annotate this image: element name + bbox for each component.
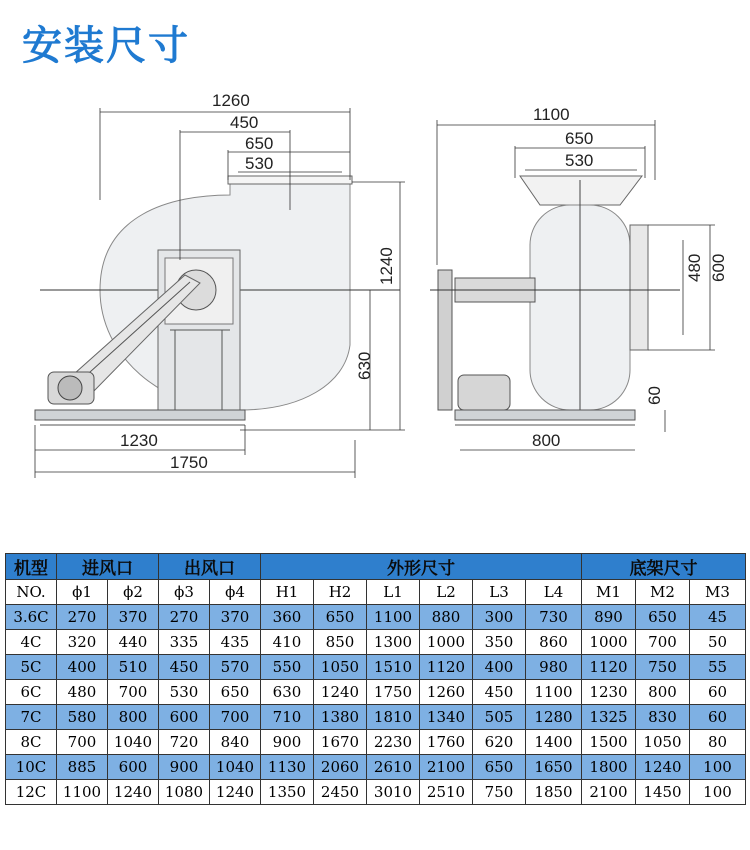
value-cell: 270 [57, 605, 108, 630]
dim-side-1230: 1230 [120, 431, 158, 450]
dim-front-60: 60 [645, 386, 664, 405]
value-cell: 320 [57, 630, 108, 655]
value-cell: 850 [314, 630, 367, 655]
value-cell: 1100 [526, 680, 582, 705]
value-cell: 2450 [314, 780, 367, 805]
value-cell: 1340 [420, 705, 473, 730]
column-header: H1 [261, 580, 314, 605]
value-cell: 505 [473, 705, 526, 730]
column-header: L4 [526, 580, 582, 605]
model-cell: 12C [6, 780, 57, 805]
header-base-size: 底架尺寸 [582, 554, 746, 580]
value-cell: 3010 [367, 780, 420, 805]
front-view [430, 176, 680, 425]
value-cell: 1240 [210, 780, 261, 805]
value-cell: 370 [108, 605, 159, 630]
value-cell: 700 [210, 705, 261, 730]
dim-side-530: 530 [245, 154, 274, 173]
model-cell: 8C [6, 730, 57, 755]
value-cell: 1350 [261, 780, 314, 805]
value-cell: 1850 [526, 780, 582, 805]
value-cell: 1100 [57, 780, 108, 805]
column-header: ϕ2 [108, 580, 159, 605]
value-cell: 580 [57, 705, 108, 730]
value-cell: 400 [473, 655, 526, 680]
model-cell: 6C [6, 680, 57, 705]
value-cell: 1325 [582, 705, 636, 730]
value-cell: 1080 [159, 780, 210, 805]
value-cell: 100 [690, 780, 746, 805]
value-cell: 400 [57, 655, 108, 680]
column-header: M2 [636, 580, 690, 605]
value-cell: 900 [159, 755, 210, 780]
value-cell: 2610 [367, 755, 420, 780]
value-cell: 650 [210, 680, 261, 705]
dimension-table [5, 553, 746, 805]
value-cell: 1230 [582, 680, 636, 705]
value-cell: 600 [108, 755, 159, 780]
table-row [6, 630, 746, 655]
value-cell: 600 [159, 705, 210, 730]
dim-front-1100: 1100 [533, 105, 570, 124]
table-row [6, 755, 746, 780]
value-cell: 410 [261, 630, 314, 655]
value-cell: 1100 [367, 605, 420, 630]
value-cell: 1050 [636, 730, 690, 755]
value-cell: 510 [108, 655, 159, 680]
value-cell: 860 [526, 630, 582, 655]
column-header: ϕ3 [159, 580, 210, 605]
dim-side-450: 450 [230, 113, 259, 132]
value-cell: 1760 [420, 730, 473, 755]
value-cell: 2100 [582, 780, 636, 805]
dim-side-630: 630 [355, 351, 374, 380]
table-column-header [6, 580, 746, 605]
value-cell: 1810 [367, 705, 420, 730]
value-cell: 840 [210, 730, 261, 755]
value-cell: 1300 [367, 630, 420, 655]
value-cell: 630 [261, 680, 314, 705]
value-cell: 750 [636, 655, 690, 680]
dim-front-480: 480 [685, 253, 704, 282]
column-header: M1 [582, 580, 636, 605]
value-cell: 980 [526, 655, 582, 680]
column-header: H2 [314, 580, 367, 605]
value-cell: 885 [57, 755, 108, 780]
dim-side-1750: 1750 [170, 453, 208, 472]
model-cell: 5C [6, 655, 57, 680]
model-cell: 3.6C [6, 605, 57, 630]
value-cell: 530 [159, 680, 210, 705]
value-cell: 1670 [314, 730, 367, 755]
value-cell: 700 [57, 730, 108, 755]
value-cell: 55 [690, 655, 746, 680]
column-header: L1 [367, 580, 420, 605]
value-cell: 1750 [367, 680, 420, 705]
value-cell: 60 [690, 680, 746, 705]
value-cell: 570 [210, 655, 261, 680]
table-row [6, 605, 746, 630]
value-cell: 830 [636, 705, 690, 730]
value-cell: 710 [261, 705, 314, 730]
column-header: ϕ1 [57, 580, 108, 605]
value-cell: 435 [210, 630, 261, 655]
value-cell: 650 [314, 605, 367, 630]
dim-front-530: 530 [565, 151, 594, 170]
value-cell: 450 [159, 655, 210, 680]
value-cell: 100 [690, 755, 746, 780]
table-group-header [6, 554, 746, 580]
dim-front-650: 650 [565, 129, 594, 148]
value-cell: 900 [261, 730, 314, 755]
header-outlet: 出风口 [159, 554, 261, 580]
column-header: NO. [6, 580, 57, 605]
value-cell: 1400 [526, 730, 582, 755]
column-header: L2 [420, 580, 473, 605]
value-cell: 1000 [582, 630, 636, 655]
table-row [6, 680, 746, 705]
header-inlet: 进风口 [57, 554, 159, 580]
value-cell: 650 [636, 605, 690, 630]
value-cell: 350 [473, 630, 526, 655]
value-cell: 45 [690, 605, 746, 630]
value-cell: 335 [159, 630, 210, 655]
table-row [6, 780, 746, 805]
page-title: 安装尺寸 [22, 23, 190, 69]
installation-drawing [0, 80, 750, 480]
value-cell: 1120 [420, 655, 473, 680]
value-cell: 1450 [636, 780, 690, 805]
value-cell: 370 [210, 605, 261, 630]
column-header: L3 [473, 580, 526, 605]
value-cell: 800 [108, 705, 159, 730]
table-row [6, 705, 746, 730]
header-model: 机型 [6, 554, 57, 580]
value-cell: 2100 [420, 755, 473, 780]
table-row [6, 730, 746, 755]
value-cell: 1240 [108, 780, 159, 805]
value-cell: 880 [420, 605, 473, 630]
model-cell: 4C [6, 630, 57, 655]
value-cell: 1040 [108, 730, 159, 755]
value-cell: 890 [582, 605, 636, 630]
value-cell: 700 [636, 630, 690, 655]
value-cell: 1240 [636, 755, 690, 780]
value-cell: 2230 [367, 730, 420, 755]
value-cell: 1260 [420, 680, 473, 705]
value-cell: 1280 [526, 705, 582, 730]
value-cell: 450 [473, 680, 526, 705]
table-row [6, 655, 746, 680]
value-cell: 1240 [314, 680, 367, 705]
model-cell: 7C [6, 705, 57, 730]
dim-front-800: 800 [532, 431, 561, 450]
value-cell: 750 [473, 780, 526, 805]
value-cell: 80 [690, 730, 746, 755]
value-cell: 1380 [314, 705, 367, 730]
dim-front-600: 600 [709, 253, 728, 282]
value-cell: 720 [159, 730, 210, 755]
value-cell: 1040 [210, 755, 261, 780]
value-cell: 620 [473, 730, 526, 755]
value-cell: 50 [690, 630, 746, 655]
dim-side-1260: 1260 [212, 91, 250, 110]
value-cell: 1120 [582, 655, 636, 680]
value-cell: 1800 [582, 755, 636, 780]
dim-side-650: 650 [245, 134, 274, 153]
value-cell: 480 [57, 680, 108, 705]
value-cell: 60 [690, 705, 746, 730]
value-cell: 1500 [582, 730, 636, 755]
value-cell: 800 [636, 680, 690, 705]
value-cell: 440 [108, 630, 159, 655]
value-cell: 2510 [420, 780, 473, 805]
value-cell: 1000 [420, 630, 473, 655]
value-cell: 2060 [314, 755, 367, 780]
column-header: M3 [690, 580, 746, 605]
column-header: ϕ4 [210, 580, 261, 605]
value-cell: 270 [159, 605, 210, 630]
dim-side-1240: 1240 [377, 247, 396, 285]
model-cell: 10C [6, 755, 57, 780]
value-cell: 1130 [261, 755, 314, 780]
value-cell: 1650 [526, 755, 582, 780]
value-cell: 650 [473, 755, 526, 780]
side-view [35, 176, 400, 425]
value-cell: 550 [261, 655, 314, 680]
value-cell: 300 [473, 605, 526, 630]
value-cell: 360 [261, 605, 314, 630]
value-cell: 700 [108, 680, 159, 705]
value-cell: 730 [526, 605, 582, 630]
value-cell: 1050 [314, 655, 367, 680]
value-cell: 1510 [367, 655, 420, 680]
header-overall-size: 外形尺寸 [261, 554, 582, 580]
